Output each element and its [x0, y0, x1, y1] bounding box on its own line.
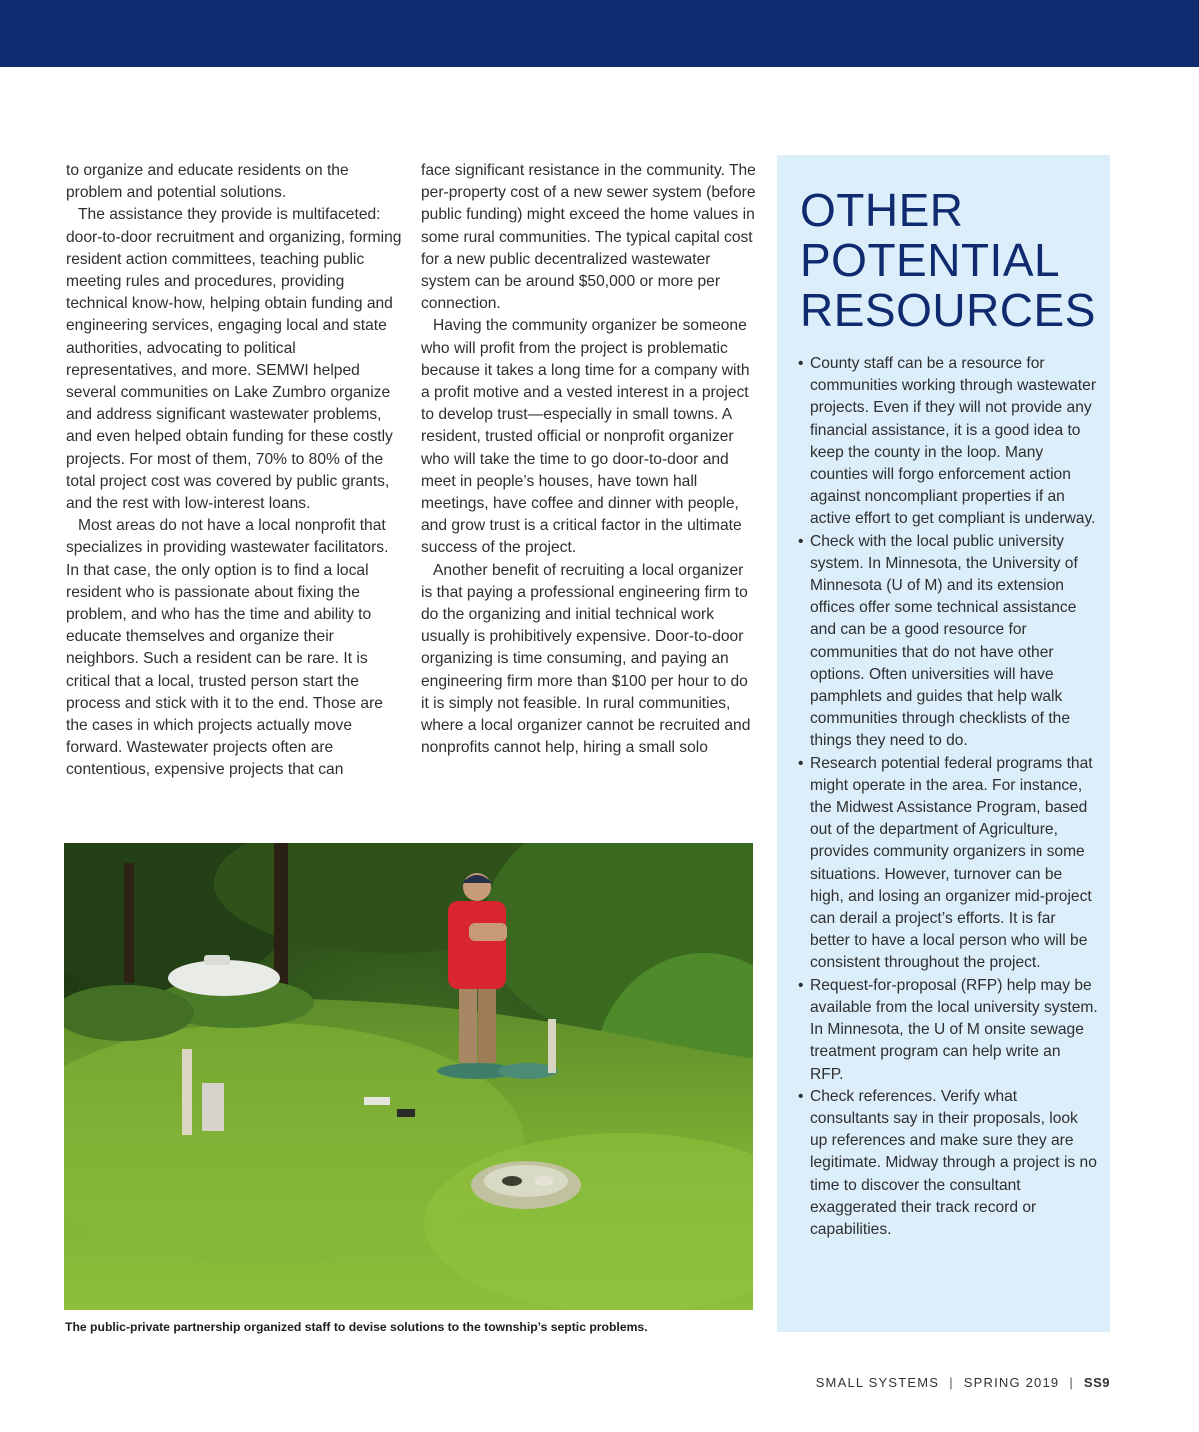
- bullet-icon: •: [798, 754, 804, 772]
- resource-item-text: Request-for-proposal (RFP) help may be available from the local university system. In Minnesota, the U of M onsite sewage treatment program can help write an RFP.: [810, 976, 1098, 1083]
- bullet-icon: •: [798, 1087, 804, 1105]
- resource-list: [798, 353, 1098, 1241]
- paragraph: to organize and educate residents on the problem and potential solutions.: [66, 162, 349, 202]
- sidebar-title-line: OTHER: [800, 184, 964, 236]
- resource-item: [798, 1086, 1098, 1241]
- header-band: [0, 0, 1199, 67]
- photo-caption: The public-private partnership organized staff to devise solutions to the township’s septic problems.: [65, 1320, 648, 1334]
- sidebar-title-line: RESOURCES: [800, 284, 1096, 336]
- sidebar-title-line: POTENTIAL: [800, 234, 1061, 286]
- sidebar-title: [800, 185, 1100, 335]
- resource-item-text: Research potential federal programs that might operate in the area. For instance, the Midwest Assistance Program, based out of the department of Agriculture, provides community organizers in some situations. However, turnover can be high, and losing an organizer mid-project can derail a project’s efforts. It is far better to have a local person who will be consistent throughout the project.: [810, 754, 1093, 972]
- page-number: SS9: [1083, 1375, 1110, 1390]
- septic-site-photo: [64, 843, 753, 1310]
- footer-separator: |: [1069, 1375, 1074, 1390]
- resource-item: [798, 753, 1098, 975]
- paragraph: face significant resistance in the community. The per-property cost of a new sewer system (before public funding) might exceed the home values in some rural communities. The typical capital cost for a new public decentralized wastewater system can be around $50,000 or more per connection.: [421, 162, 756, 313]
- bullet-icon: •: [798, 976, 804, 994]
- resources-sidebar: [777, 155, 1110, 1332]
- resource-item: [798, 353, 1098, 531]
- footer-separator: |: [949, 1375, 954, 1390]
- body-column-1: [66, 160, 402, 782]
- page-footer: [816, 1375, 1110, 1390]
- resource-item: [798, 531, 1098, 753]
- publication-name: SMALL SYSTEMS: [815, 1375, 940, 1390]
- issue-date: SPRING 2019: [963, 1375, 1060, 1390]
- paragraph: Most areas do not have a local nonprofit that specializes in providing wastewater facilitators. In that case, the only option is to find a local resident who is passionate about fixing the problem, and who has the time and ability to educate themselves and organize their neighbors. Such a resident can be rare. It is critical that a local, trusted person start the process and stick with it to the end. Those are the cases in which projects actually move forward. Wastewater projects often are contentious, expensive projects that can: [66, 517, 389, 779]
- bullet-icon: •: [798, 532, 804, 550]
- paragraph: Another benefit of recruiting a local organizer is that paying a professional engineering firm to do the organizing and initial technical work usually is prohibitively expensive. Door-to-door organizing is time consuming, and paying an engineering firm more than $100 per hour to do it is simply not feasible. In rural communities, where a local organizer cannot be recruited and nonprofits cannot help, hiring a small solo: [421, 561, 751, 757]
- resource-item: [798, 975, 1098, 1086]
- body-column-2: [421, 160, 757, 759]
- resource-item-text: County staff can be a resource for communities working through wastewater projects. Even if they will not provide any financial assistance, it is a good idea to keep the county in the loop. Many counties will forgo enforcement action against noncompliant properties if an active effort to get compliant is underway.: [810, 355, 1097, 528]
- resource-item-text: Check references. Verify what consultants say in their proposals, look up references and make sure they are legitimate. Midway through a project is no time to discover the consultant exaggerated their track record or capabilities.: [810, 1087, 1097, 1238]
- resource-item-text: Check with the local public university system. In Minnesota, the University of Minnesota (U of M) and its extension offices offer some technical assistance and can be a good resource for communities that do not have other options. Often universities will have pamphlets and guides that help walk communities through checklists of the things they need to do.: [810, 532, 1078, 750]
- paragraph: Having the community organizer be someone who will profit from the project is problematic because it takes a long time for a company with a profit motive and a vested interest in a project to develop trust—especially in small towns. A resident, trusted official or nonprofit organizer who will take the time to go door-to-door and meet in people’s houses, have town hall meetings, have coffee and dinner with people, and grow trust is a critical factor in the ultimate success of the project.: [421, 317, 750, 557]
- paragraph: The assistance they provide is multifaceted: door-to-door recruitment and organizing, forming resident action committees, teaching public meeting rules and procedures, providing technical know-how, helping obtain funding and engineering services, engaging local and state authorities, advocating to political representatives, and more. SEMWI helped several communities on Lake Zumbro organize and address significant wastewater problems, and even helped obtain funding for these costly projects. For most of them, 70% to 80% of the total project cost was covered by public grants, and the rest with low-interest loans.: [66, 206, 402, 513]
- bullet-icon: •: [798, 355, 804, 372]
